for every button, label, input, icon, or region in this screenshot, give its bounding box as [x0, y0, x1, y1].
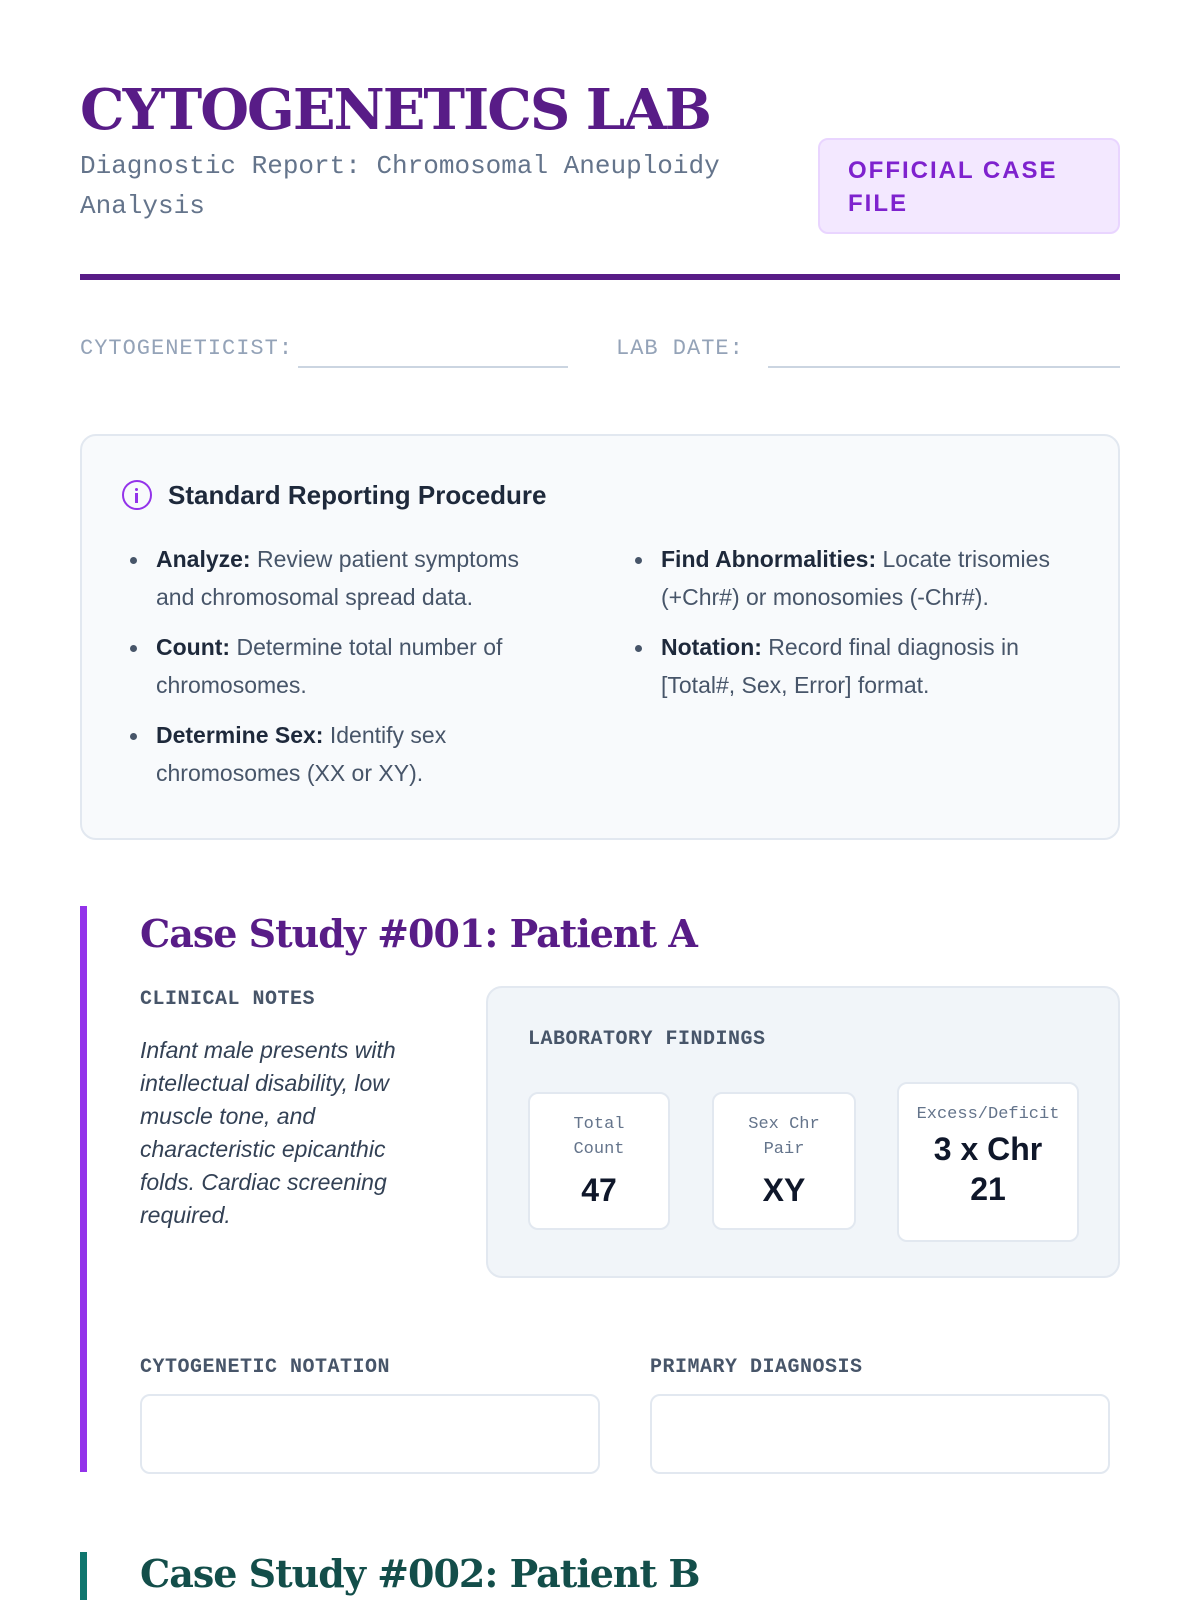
finding-value: XY — [762, 1172, 806, 1208]
case-study-002 — [80, 1552, 1120, 1600]
finding-label: Sex Chr Pair — [748, 1115, 820, 1159]
procedure-header — [122, 478, 547, 512]
primary-diagnosis-input[interactable] — [650, 1394, 1110, 1474]
sex-chromosome-card — [712, 1092, 856, 1230]
laboratory-findings-panel — [486, 986, 1120, 1278]
procedure-list-left — [122, 540, 562, 804]
excess-deficit-card — [897, 1082, 1079, 1242]
case-title: Case Study #001: Patient A — [140, 911, 697, 956]
procedure-step — [627, 628, 1067, 704]
finding-label: Total Count — [573, 1115, 625, 1159]
case-accent-bar — [80, 1552, 87, 1600]
clinical-notes-text: Infant male presents with intellectual disability, low muscle tone, and characteristic epicanthic folds. Cardiac screening required. — [140, 1037, 396, 1228]
procedure-step — [627, 540, 1067, 616]
cytogenetic-notation-label: CYTOGENETIC NOTATION — [140, 1356, 391, 1379]
procedure-title: Standard Reporting Procedure — [168, 479, 547, 510]
step-text: Review patient symptoms and chromosomal spread data. — [156, 546, 520, 610]
lab-date-label: LAB DATE: — [616, 336, 744, 361]
procedure-panel — [80, 434, 1120, 840]
info-icon — [122, 480, 152, 510]
step-term: Notation: — [661, 634, 762, 660]
cytogeneticist-label: CYTOGENETICIST: — [80, 336, 294, 361]
clinical-notes-label: CLINICAL NOTES — [140, 988, 316, 1011]
case-accent-bar — [80, 906, 87, 1472]
step-text: Identify sex chromosomes (XX or XY). — [156, 722, 447, 786]
step-text: Record final diagnosis in [Total#, Sex, Error] format. — [661, 634, 1019, 698]
case-study-001 — [80, 906, 1120, 1474]
official-case-badge: OFFICIAL CASE FILE — [818, 138, 1120, 234]
header-divider — [80, 274, 1120, 280]
signature-row — [80, 332, 1120, 368]
laboratory-findings-label: LABORATORY FINDINGS — [528, 1028, 766, 1051]
step-term: Determine Sex: — [156, 722, 324, 748]
finding-value: 3 x Chr 21 — [933, 1131, 1043, 1207]
procedure-step — [122, 628, 562, 704]
total-count-card — [528, 1092, 670, 1230]
report-header — [80, 77, 1120, 226]
procedure-list-right — [627, 540, 1067, 716]
procedure-step — [122, 540, 562, 616]
lab-title: CYTOGENETICS LAB — [80, 77, 710, 143]
finding-value: 47 — [581, 1172, 617, 1208]
primary-diagnosis-label: PRIMARY DIAGNOSIS — [650, 1356, 863, 1379]
cytogenetic-notation-input[interactable] — [140, 1394, 600, 1474]
lab-date-field[interactable] — [768, 366, 1120, 368]
step-term: Analyze: — [156, 546, 251, 572]
report-subtitle: Diagnostic Report: Chromosomal Aneuploidy Analysis — [80, 150, 720, 221]
case-title: Case Study #002: Patient B — [140, 1551, 700, 1596]
step-term: Count: — [156, 634, 231, 660]
finding-label: Excess/Deficit — [916, 1105, 1060, 1124]
step-text: Locate trisomies (+Chr#) or monosomies (-Chr#). — [661, 546, 1050, 610]
step-text: Determine total number of chromosomes. — [156, 634, 503, 698]
procedure-step — [122, 716, 562, 792]
cytogeneticist-field[interactable] — [298, 366, 568, 368]
step-term: Find Abnormalities: — [661, 546, 877, 572]
